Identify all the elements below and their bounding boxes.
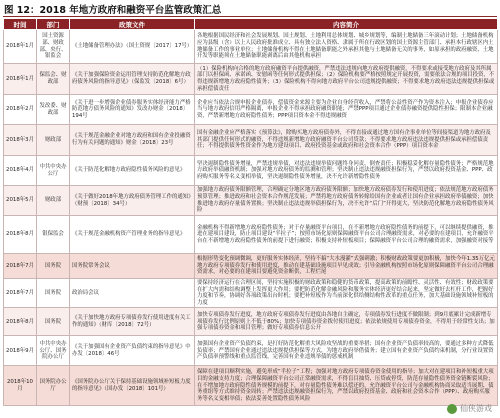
table-row — [4, 279, 498, 308]
row-dept: 中共中央办公厅 — [37, 156, 70, 186]
row-content: 金融机构不得新增地方政府隐性债务；对于存量融资平台项目，在不新增地方政府隐性债务的前提下，可以继续提供融资，推进在建项目建设，防止项目建设“半拉子”；按照市场化原则保障融资平台公司合理融资需求，对必要的在建项目，允许融资平台在不新增地方政府隐性债务的前提下进行融资；积极支持补短板项目；保障融资平台公司合理的融资需求，加强融资对接等 — [195, 216, 498, 254]
page-title: 图 12：2018 年地方政府和融资平台监管政策汇总 — [4, 5, 222, 16]
row-doc: 《土地储备管理办法》（国土资规〔2017〕17号） — [70, 30, 195, 64]
row-doc: 《国务院办公厅关于保持基础设施领域补短板力度的指导意见》（国办发〔2018〕101号） — [70, 366, 195, 406]
row-time: 2018年7月 — [4, 254, 37, 279]
row-doc: 《关于规范金融企业对地方政府和国有企业投融资行为有关问题的通知》财金〔2018〕23号 — [70, 125, 195, 156]
row-content: 国有金融企业应严格落实《预算法》，除购买地方政府债券外，不得直接或通过地方国有企事业单位等间接渠道为地方政府及其部门提供任何形式的融资，不得违规新增地方政府融资平台公司贷款；不得要求地方政府违法违规提供担保或承担偿债责任；不得提供债务性资金作为地方建设项目、政府投资基金或政府和社会资本合作（PPP）项目资本金 — [195, 125, 498, 156]
header-doc: 政策文件 — [70, 19, 195, 30]
row-dept: 财政部 — [37, 125, 70, 156]
row-dept: 财政部 — [37, 186, 70, 216]
row-content: 加强地方政府债务限额管理，合理确定分地区地方政府债务限额；加快地方政府债券发行和使用进度；依法规范地方政府债务预算管理；推进政府和社会资本合作规范发展；严禁将地方政府债务转嫁给国有企业或者让国有企业承担政府举债融资；加快推进地方政府存量债务置换；坚决制止违法违规举债担保行为，决不允许“后门”开得更大，坚决防范化解地方政府隐性债务风险 — [195, 186, 498, 216]
row-time: 2018年4月 — [4, 156, 37, 186]
row-doc: 《关于进一步增强企业债券服务实体经济能力严格防范地方债务风险的通知》发改办财金〔2018〕194号 — [70, 95, 195, 125]
header-dept: 部门 — [37, 19, 70, 30]
row-time: 2018年1月 — [4, 30, 37, 64]
table-row — [4, 125, 498, 156]
row-content: 保障在建项目顺利实施，避免形成“半拉子”工程；加强对地方政府专项债券资金使用的指导；加大对在建项目和补短板重大项目的金融支持力度；合理保障融资平台公司正常融资需求，不得盲目抽贷、压贷或停贷，防范存量隐性债务资金链断裂风险；在不增加地方政府隐性债务规模的前提下，对存量隐性债务难以偿还的，允许融资平台公司与金融机构协商采取适当展期、债务重组等方式维持资金周转；严禁违法违规融资担保行为，严禁以政府投资基金、政府和社会资本合作（PPP）、政府购买服务等名义变相举债；依法妥善处置隐性债务风险 — [195, 366, 498, 406]
row-time: 2018年7月 — [4, 279, 37, 308]
row-time: 2018年8月 — [4, 216, 37, 254]
row-content: 要保持经济运行在合理区间，坚持实施积极的财政政策和稳健的货币政策，提高政策的前瞻性、灵活性、有效性；财政政策要在扩大内需和结构调整上发挥更大作用；要把防范化解金融风险和服务实体经济更好结合起来，坚定做好去杠杆工作，把握好力度和节奏，协调好各项政策出台时机；要把补短板作为当前深化供给侧结构性改革的重点任务，加大基础设施领域补短板的力度 — [195, 279, 498, 308]
row-dept: 国务院 — [37, 308, 70, 336]
table-row — [4, 366, 498, 406]
row-dept: 国务院 — [37, 279, 70, 308]
row-dept: 国务院办公厅 — [37, 366, 70, 406]
row-doc: 《关于加强保险资金运用管理支持防范化解地方政府债务风险的指导意见》（保监发〔2018〕6号） — [70, 64, 195, 95]
row-content: 根据形势变化预调微调，更好服务实体经济，坚持不搞“大水漫灌”式强刺激；积极财政政策要更加积极，加快今年1.35万亿元地方政府专项债券发行和使用进度，推动在建基础设施项目早见成效；引导金融机构按照市场化原则保障融资平台公司合理融资需求，对必要的在建项目要避免资金断供，工程烂尾 — [195, 254, 498, 279]
row-dept: 银保监会 — [37, 216, 70, 254]
row-dept: 国务院 — [37, 254, 70, 279]
row-content: 企业应当依法合规申报企业债券，偿债资金来源主要为企业自身经营收入，严禁将公益性资产作为资本注入；申报企业债券应当与地方政府信用严格隔离，申报企业不得承担政府融资职能；严禁PPP项目通过企业债券融资提供隐性担保；限制本企业融资，严禁新增地方政府隐性债务；PPP项目资本金不得违规融资 — [195, 95, 498, 125]
wechat-logo-icon — [447, 404, 457, 414]
row-doc: 政治局会议 — [70, 279, 195, 308]
row-time: 2018年8月 — [4, 308, 37, 336]
table-row — [4, 254, 498, 279]
row-time: 2018年1月 — [4, 64, 37, 95]
row-doc: 《关于加强国有企业资产负债约束的指导意见》中办发〔2018〕46号 — [70, 336, 195, 366]
row-doc: 《关于做好2018年地方政府债务管理工作的通知》（财预〔2018〕34号） — [70, 186, 195, 216]
table-row — [4, 216, 498, 254]
table-row — [4, 95, 498, 125]
table-row — [4, 186, 498, 216]
row-dept: 保监会、财政部 — [37, 64, 70, 95]
row-time: 2018年10月 — [4, 366, 37, 406]
row-time: 2018年9月 — [4, 336, 37, 366]
row-dept: 中共中央办公厅、国务院办公厅 — [37, 336, 70, 366]
row-dept: 发改委、财政部 — [37, 95, 70, 125]
row-doc: 《关于规范金融机构资产管理业务的指导意见》 — [70, 216, 195, 254]
row-dept: 国土资源部、财政部、央行、银监会 — [37, 30, 70, 64]
row-time: 2018年3月 — [4, 125, 37, 156]
title-divider — [3, 16, 497, 17]
row-doc: 《关于防范化解地方政府隐性债务风险的意见》 — [70, 156, 195, 186]
row-content: 坚决遏制隐性债务增量，严禁违规举债，对违法违规举债问题终身问责，倒查责任；积极稳妥化解存量隐性债务；严格规范地方政府举债融资机制；加强对地方政府债务的监测和管理；坚决制止违法违规融资担保行为，严禁以政府投资基金、PPP、政府购买服务等名义变相举债，坚决遏制隐性债务增量，决不允许新增隐性债务 — [195, 156, 498, 186]
table-row — [4, 336, 498, 366]
row-doc: 国务院常务会议 — [70, 254, 195, 279]
row-content: 加快专项债券发行进度，地方政府专项债券发行进度由各地自主确定，专项债券发行进度不做限制；到9月底累计完成新增专项债券发行比例原则上不低于80%；加快专项债券资金拨付使用进度；依法依规使用专项债券资金，不得用于经常性支出；加强专项债券资金和项目管理；做好专项债券信息公开 — [195, 308, 498, 336]
row-content: 各地根据国民经济和社会发展规划、国土规划、土地利用总体规划、城乡规划等，编制土地储备三年滚动计划；土地储备机构应为县级（含）以上人民政府批准成立、具有独立法人资格、隶属于所在行政区划的国土资源主管部门、承担本行政辖区内土地储备工作的事业单位；土地储备机构不得在土地储备职能之外承担其他与土地储备无关的事务，如原承担的政府融资、土地开发等职能须在土地储备职能剥离后由其他机构承担 — [195, 30, 498, 64]
policy-table — [3, 18, 498, 406]
row-time: 2018年2月 — [4, 95, 37, 125]
header-time: 时间 — [4, 19, 37, 30]
table-row — [4, 156, 498, 186]
table-header-row — [4, 19, 498, 30]
table-row — [4, 308, 498, 336]
row-doc: 《关于加快地方政府专项债券发行使用进度有关工作的通知》（财库〔2018〕72号） — [70, 308, 195, 336]
row-time: 2018年5月 — [4, 186, 37, 216]
table-row — [4, 30, 498, 64]
row-content: （1）保险机构向合格的地方政府融资平台提供融资，严禁违法违规向地方政府提供融资，不得要求或接受地方政府及其所属部门以担保函、承诺函、安慰函等任何形式提供担保；（2）保险机构要严格按照规定开展投资，需要依法合规的项目投资，不得违规新增地方政府隐性债务；（3）保险机构不得向地方政府平台公司违规提供融资；不得要求地方政府违法违规提供担保或承担偿债责任 — [195, 64, 498, 95]
table-row — [4, 64, 498, 95]
source-watermark — [447, 403, 492, 414]
header-content: 内容简介 — [195, 19, 498, 30]
watermark-text: 仙侠游戏 — [460, 404, 492, 413]
row-content: 加强国有企业资产负债约束，是打好防范化解重大风险攻坚战的重要举措；国有企业资产负债率较高的，要通过多种方式降低负债率；严禁国有企业通过违法违规提供担保等方式，为地方政府举借债务；建立国有企业资产负债约束机制，分行业设置资产负债率预警线和重点监管线，完善国有企业违规举债的惩戒机制 — [195, 336, 498, 366]
